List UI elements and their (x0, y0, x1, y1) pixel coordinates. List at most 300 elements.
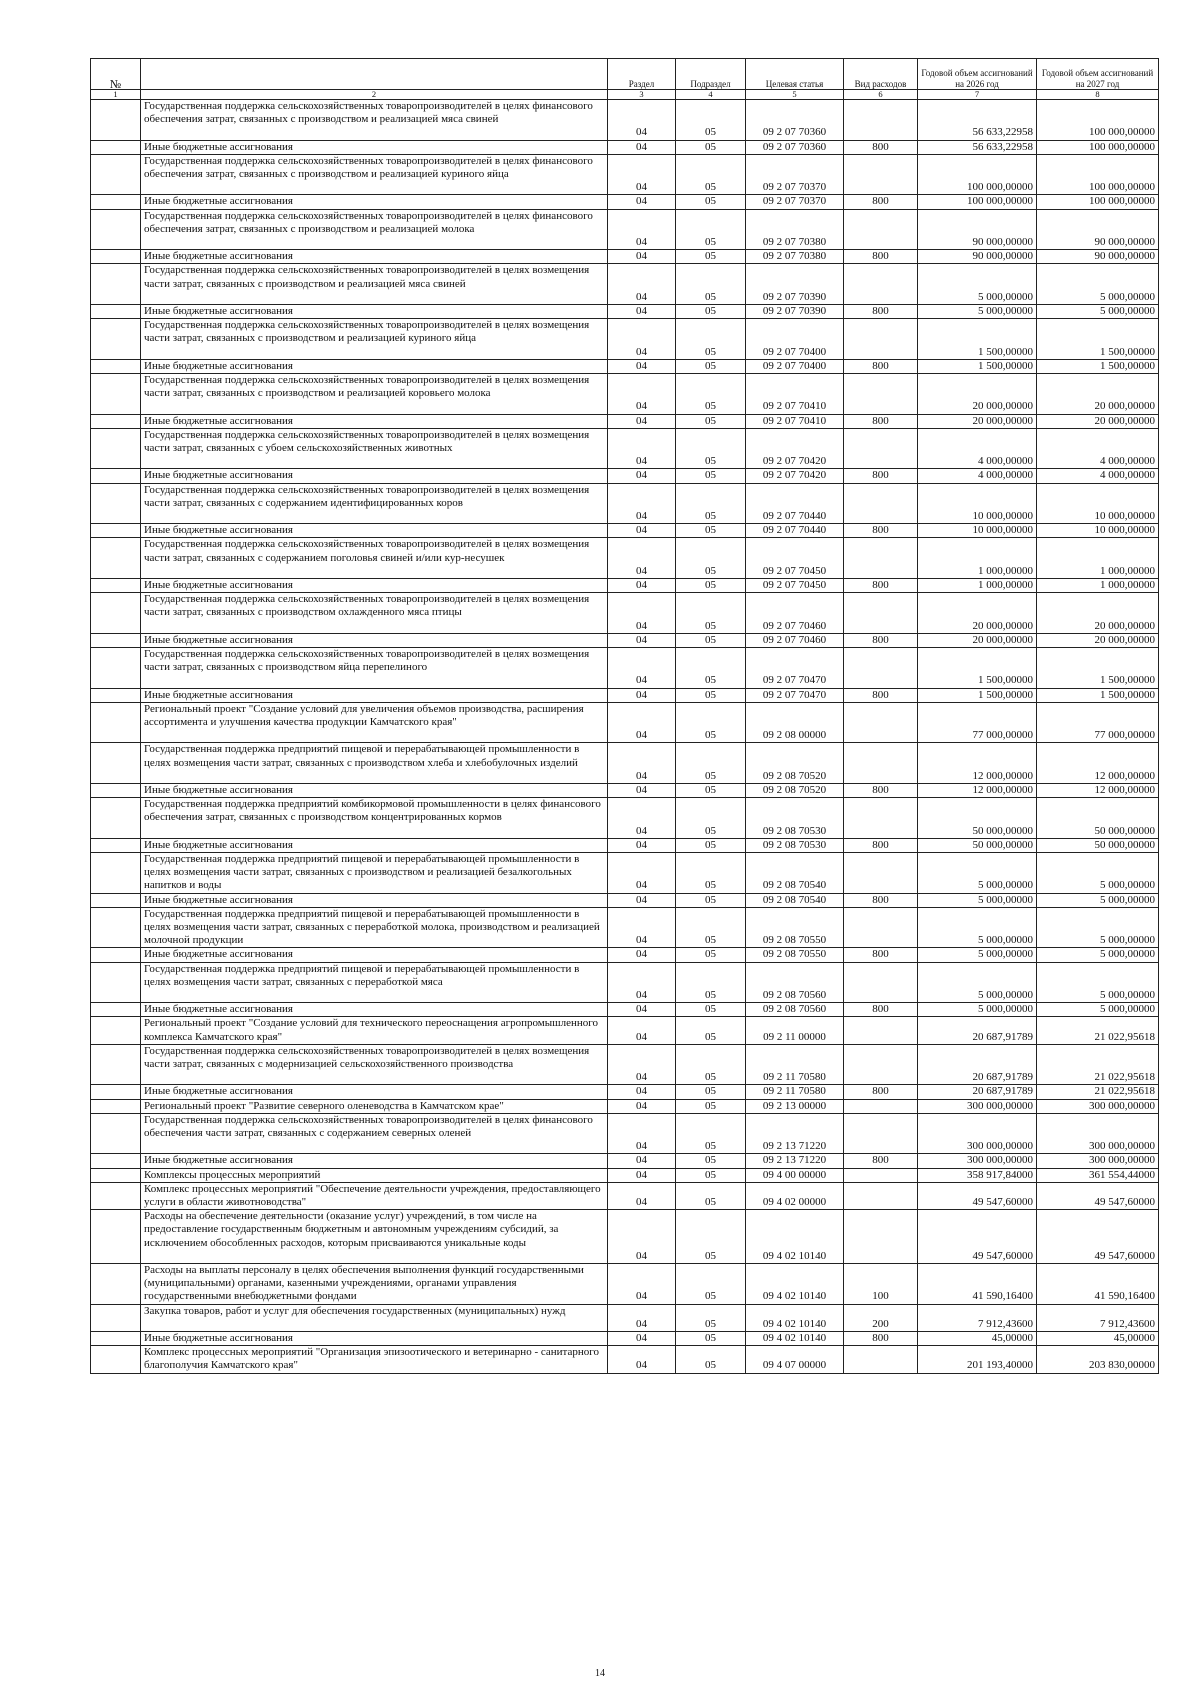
row-volume-2026: 56 633,22958 (918, 140, 1037, 154)
table-row (91, 633, 1159, 647)
table-row (91, 852, 1159, 893)
row-vid-rashodov (844, 154, 918, 195)
row-razdel: 04 (608, 852, 676, 893)
row-celevaya-statya: 09 2 11 70580 (746, 1044, 844, 1085)
row-volume-2027: 5 000,00000 (1037, 907, 1159, 948)
table-row (91, 1331, 1159, 1345)
row-volume-2027: 203 830,00000 (1037, 1346, 1159, 1373)
row-podrazdel: 05 (676, 154, 746, 195)
column-index: 1 (91, 90, 141, 100)
row-volume-2027: 4 000,00000 (1037, 469, 1159, 483)
budget-table (90, 58, 1159, 1374)
row-razdel: 04 (608, 469, 676, 483)
row-vid-rashodov (844, 1182, 918, 1209)
row-number (91, 647, 141, 688)
row-vid-rashodov (844, 1168, 918, 1182)
row-volume-2026: 50 000,00000 (918, 798, 1037, 839)
row-volume-2026: 77 000,00000 (918, 702, 1037, 743)
row-celevaya-statya: 09 2 08 70530 (746, 838, 844, 852)
table-row (91, 1346, 1159, 1373)
row-name: Комплекс процессных мероприятий "Обеспечение деятельности учреждения, предоставляющего услуги в области животноводства" (141, 1182, 608, 1209)
row-razdel: 04 (608, 1099, 676, 1113)
row-name: Государственная поддержка предприятий комбикормовой промышленности в целях финансового обеспечения затрат, связанных с производством концентрированных кормов (141, 798, 608, 839)
row-razdel: 04 (608, 798, 676, 839)
row-number (91, 1085, 141, 1099)
row-name: Иные бюджетные ассигнования (141, 1331, 608, 1345)
row-number (91, 538, 141, 579)
row-celevaya-statya: 09 2 08 00000 (746, 702, 844, 743)
row-podrazdel: 05 (676, 1017, 746, 1044)
row-name: Иные бюджетные ассигнования (141, 359, 608, 373)
row-celevaya-statya: 09 2 07 70460 (746, 633, 844, 647)
row-volume-2026: 49 547,60000 (918, 1210, 1037, 1264)
table-row (91, 783, 1159, 797)
row-podrazdel: 05 (676, 140, 746, 154)
table-row (91, 414, 1159, 428)
row-volume-2026: 5 000,00000 (918, 962, 1037, 1003)
row-razdel: 04 (608, 578, 676, 592)
row-name: Иные бюджетные ассигнования (141, 783, 608, 797)
row-celevaya-statya: 09 2 07 70460 (746, 593, 844, 634)
table-row (91, 100, 1159, 141)
row-vid-rashodov: 800 (844, 578, 918, 592)
row-podrazdel: 05 (676, 838, 746, 852)
row-volume-2026: 12 000,00000 (918, 783, 1037, 797)
row-razdel: 04 (608, 100, 676, 141)
row-celevaya-statya: 09 2 11 70580 (746, 1085, 844, 1099)
row-podrazdel: 05 (676, 1113, 746, 1154)
row-number (91, 1182, 141, 1209)
row-podrazdel: 05 (676, 1331, 746, 1345)
row-vid-rashodov: 800 (844, 250, 918, 264)
row-volume-2026: 100 000,00000 (918, 154, 1037, 195)
row-celevaya-statya: 09 2 07 70390 (746, 304, 844, 318)
table-row (91, 209, 1159, 250)
row-volume-2027: 1 500,00000 (1037, 688, 1159, 702)
row-celevaya-statya: 09 4 02 10140 (746, 1331, 844, 1345)
row-podrazdel: 05 (676, 578, 746, 592)
row-podrazdel: 05 (676, 1346, 746, 1373)
row-name: Государственная поддержка сельскохозяйственных товаропроизводителей в целях финансового обеспечения затрат, связанных с производством и реализацией молока (141, 209, 608, 250)
column-index: 7 (918, 90, 1037, 100)
table-row (91, 304, 1159, 318)
row-vid-rashodov: 200 (844, 1304, 918, 1331)
row-celevaya-statya: 09 2 07 70420 (746, 428, 844, 469)
header-row (91, 59, 1159, 90)
row-podrazdel: 05 (676, 1263, 746, 1304)
row-volume-2027: 100 000,00000 (1037, 154, 1159, 195)
row-vid-rashodov (844, 852, 918, 893)
row-name: Комплекс процессных мероприятий "Организация эпизоотического и ветеринарно - санитарного благополучия Камчатского края" (141, 1346, 608, 1373)
row-number (91, 524, 141, 538)
row-vid-rashodov (844, 428, 918, 469)
row-celevaya-statya: 09 2 07 70390 (746, 264, 844, 305)
table-row (91, 962, 1159, 1003)
row-razdel: 04 (608, 524, 676, 538)
row-name: Иные бюджетные ассигнования (141, 838, 608, 852)
row-name: Государственная поддержка сельскохозяйственных товаропроизводителей в целях возмещения части затрат, связанных с убоем сельскохозяйственных животных (141, 428, 608, 469)
row-celevaya-statya: 09 2 07 70360 (746, 100, 844, 141)
row-name: Государственная поддержка предприятий пищевой и перерабатывающей промышленности в целях возмещения части затрат, связанных с переработкой мяса (141, 962, 608, 1003)
row-podrazdel: 05 (676, 907, 746, 948)
column-index-row (91, 90, 1159, 100)
row-number (91, 688, 141, 702)
column-index: 4 (676, 90, 746, 100)
table-row (91, 1304, 1159, 1331)
header-celevaya-statya: Целевая статья (746, 59, 844, 90)
row-podrazdel: 05 (676, 702, 746, 743)
row-volume-2027: 10 000,00000 (1037, 483, 1159, 524)
row-volume-2027: 1 000,00000 (1037, 538, 1159, 579)
row-celevaya-statya: 09 2 07 70450 (746, 578, 844, 592)
row-volume-2027: 5 000,00000 (1037, 304, 1159, 318)
table-row (91, 1044, 1159, 1085)
row-vid-rashodov: 800 (844, 1154, 918, 1168)
row-volume-2026: 20 000,00000 (918, 373, 1037, 414)
row-name: Иные бюджетные ассигнования (141, 1003, 608, 1017)
row-vid-rashodov: 100 (844, 1263, 918, 1304)
row-volume-2027: 1 500,00000 (1037, 359, 1159, 373)
row-volume-2027: 300 000,00000 (1037, 1154, 1159, 1168)
table-row (91, 578, 1159, 592)
table-row (91, 838, 1159, 852)
row-name: Иные бюджетные ассигнования (141, 688, 608, 702)
row-vid-rashodov: 800 (844, 783, 918, 797)
row-vid-rashodov: 800 (844, 414, 918, 428)
row-volume-2027: 5 000,00000 (1037, 1003, 1159, 1017)
row-vid-rashodov (844, 907, 918, 948)
row-vid-rashodov (844, 319, 918, 360)
row-celevaya-statya: 09 2 07 70450 (746, 538, 844, 579)
row-name: Расходы на обеспечение деятельности (оказание услуг) учреждений, в том числе на предоставление государственным бюджетным и автономным учреждениям субсидий, за исключением обособленных расходов, которым присваиваются уникальные коды (141, 1210, 608, 1264)
row-name: Государственная поддержка сельскохозяйственных товаропроизводителей в целях возмещения части затрат, связанных с производством и реализацией мяса свиней (141, 264, 608, 305)
row-vid-rashodov: 800 (844, 195, 918, 209)
row-razdel: 04 (608, 1003, 676, 1017)
row-razdel: 04 (608, 264, 676, 305)
table-row (91, 154, 1159, 195)
row-name: Государственная поддержка сельскохозяйственных товаропроизводителей в целях финансового обеспечения части затрат, связанных с содержанием северных оленей (141, 1113, 608, 1154)
row-volume-2026: 5 000,00000 (918, 1003, 1037, 1017)
row-name: Иные бюджетные ассигнования (141, 633, 608, 647)
row-number (91, 1154, 141, 1168)
row-celevaya-statya: 09 2 08 70560 (746, 962, 844, 1003)
table-row (91, 195, 1159, 209)
table-row (91, 1003, 1159, 1017)
row-number (91, 852, 141, 893)
row-volume-2027: 90 000,00000 (1037, 209, 1159, 250)
row-razdel: 04 (608, 893, 676, 907)
row-number (91, 838, 141, 852)
table-row (91, 359, 1159, 373)
row-name: Иные бюджетные ассигнования (141, 469, 608, 483)
column-index: 3 (608, 90, 676, 100)
row-celevaya-statya: 09 2 08 70520 (746, 783, 844, 797)
row-celevaya-statya: 09 2 07 70400 (746, 359, 844, 373)
row-celevaya-statya: 09 2 08 70550 (746, 907, 844, 948)
row-name: Региональный проект "Развитие северного оленеводства в Камчатском крае" (141, 1099, 608, 1113)
row-volume-2026: 5 000,00000 (918, 852, 1037, 893)
row-number (91, 743, 141, 784)
row-razdel: 04 (608, 304, 676, 318)
row-vid-rashodov (844, 1346, 918, 1373)
row-volume-2027: 1 500,00000 (1037, 647, 1159, 688)
row-volume-2027: 1 500,00000 (1037, 319, 1159, 360)
row-celevaya-statya: 09 2 11 00000 (746, 1017, 844, 1044)
row-volume-2026: 1 000,00000 (918, 578, 1037, 592)
row-vid-rashodov (844, 538, 918, 579)
row-razdel: 04 (608, 428, 676, 469)
row-volume-2026: 5 000,00000 (918, 907, 1037, 948)
row-celevaya-statya: 09 2 08 70550 (746, 948, 844, 962)
row-number (91, 428, 141, 469)
row-volume-2026: 5 000,00000 (918, 264, 1037, 305)
row-podrazdel: 05 (676, 428, 746, 469)
table-row (91, 593, 1159, 634)
row-volume-2026: 5 000,00000 (918, 304, 1037, 318)
budget-sheet (90, 58, 1158, 1374)
table-row (91, 1085, 1159, 1099)
row-celevaya-statya: 09 4 02 10140 (746, 1304, 844, 1331)
header-razdel: Раздел (608, 59, 676, 90)
row-name: Иные бюджетные ассигнования (141, 414, 608, 428)
row-volume-2026: 4 000,00000 (918, 469, 1037, 483)
row-vid-rashodov (844, 1210, 918, 1264)
row-name: Иные бюджетные ассигнования (141, 195, 608, 209)
row-volume-2027: 20 000,00000 (1037, 593, 1159, 634)
row-razdel: 04 (608, 140, 676, 154)
row-volume-2026: 20 687,91789 (918, 1085, 1037, 1099)
row-volume-2027: 49 547,60000 (1037, 1182, 1159, 1209)
row-podrazdel: 05 (676, 195, 746, 209)
header-volume-2027: Годовой объем ассигнований на 2027 год (1037, 59, 1159, 90)
row-volume-2027: 100 000,00000 (1037, 195, 1159, 209)
row-name: Государственная поддержка предприятий пищевой и перерабатывающей промышленности в целях возмещения части затрат, связанных с производством хлеба и хлебобулочных изделий (141, 743, 608, 784)
row-podrazdel: 05 (676, 1168, 746, 1182)
row-volume-2026: 1 500,00000 (918, 688, 1037, 702)
row-number (91, 702, 141, 743)
row-volume-2026: 300 000,00000 (918, 1099, 1037, 1113)
row-celevaya-statya: 09 2 08 70540 (746, 893, 844, 907)
row-volume-2026: 4 000,00000 (918, 428, 1037, 469)
row-volume-2027: 20 000,00000 (1037, 373, 1159, 414)
row-number (91, 1044, 141, 1085)
table-row (91, 702, 1159, 743)
row-volume-2026: 10 000,00000 (918, 524, 1037, 538)
row-volume-2027: 100 000,00000 (1037, 140, 1159, 154)
row-razdel: 04 (608, 1182, 676, 1209)
row-volume-2026: 20 687,91789 (918, 1044, 1037, 1085)
row-celevaya-statya: 09 2 13 71220 (746, 1154, 844, 1168)
row-volume-2026: 20 687,91789 (918, 1017, 1037, 1044)
row-vid-rashodov: 800 (844, 948, 918, 962)
column-index: 8 (1037, 90, 1159, 100)
row-number (91, 469, 141, 483)
row-name: Иные бюджетные ассигнования (141, 1085, 608, 1099)
row-number (91, 1263, 141, 1304)
row-celevaya-statya: 09 4 02 10140 (746, 1263, 844, 1304)
row-name: Государственная поддержка сельскохозяйственных товаропроизводителей в целях возмещения части затрат, связанных с производством яйца перепелиного (141, 647, 608, 688)
row-razdel: 04 (608, 1210, 676, 1264)
row-podrazdel: 05 (676, 100, 746, 141)
row-razdel: 04 (608, 250, 676, 264)
row-razdel: 04 (608, 1044, 676, 1085)
row-podrazdel: 05 (676, 743, 746, 784)
row-razdel: 04 (608, 1113, 676, 1154)
row-number (91, 250, 141, 264)
row-vid-rashodov: 800 (844, 1331, 918, 1345)
row-razdel: 04 (608, 195, 676, 209)
row-podrazdel: 05 (676, 1044, 746, 1085)
row-vid-rashodov (844, 209, 918, 250)
row-volume-2026: 50 000,00000 (918, 838, 1037, 852)
header-num: № (91, 59, 141, 90)
row-name: Иные бюджетные ассигнования (141, 948, 608, 962)
row-number (91, 1304, 141, 1331)
row-volume-2026: 300 000,00000 (918, 1154, 1037, 1168)
row-number (91, 1003, 141, 1017)
table-row (91, 688, 1159, 702)
table-row (91, 1168, 1159, 1182)
row-vid-rashodov: 800 (844, 688, 918, 702)
row-razdel: 04 (608, 1017, 676, 1044)
row-podrazdel: 05 (676, 647, 746, 688)
row-razdel: 04 (608, 209, 676, 250)
row-number (91, 578, 141, 592)
row-volume-2026: 20 000,00000 (918, 593, 1037, 634)
row-volume-2026: 49 547,60000 (918, 1182, 1037, 1209)
row-vid-rashodov: 800 (844, 140, 918, 154)
table-row (91, 798, 1159, 839)
row-razdel: 04 (608, 688, 676, 702)
page-number: 14 (595, 1668, 605, 1679)
row-volume-2027: 12 000,00000 (1037, 783, 1159, 797)
table-row (91, 1263, 1159, 1304)
row-volume-2026: 201 193,40000 (918, 1346, 1037, 1373)
row-volume-2026: 1 500,00000 (918, 647, 1037, 688)
row-number (91, 319, 141, 360)
row-celevaya-statya: 09 2 07 70370 (746, 154, 844, 195)
row-name: Иные бюджетные ассигнования (141, 304, 608, 318)
row-podrazdel: 05 (676, 538, 746, 579)
row-number (91, 1210, 141, 1264)
row-name: Государственная поддержка сельскохозяйственных товаропроизводителей в целях финансового обеспечения затрат, связанных с производством и реализацией куриного яйца (141, 154, 608, 195)
row-podrazdel: 05 (676, 414, 746, 428)
row-volume-2026: 1 000,00000 (918, 538, 1037, 579)
table-row (91, 893, 1159, 907)
table-row (91, 1099, 1159, 1113)
row-number (91, 359, 141, 373)
row-podrazdel: 05 (676, 483, 746, 524)
row-celevaya-statya: 09 2 07 70360 (746, 140, 844, 154)
header-podrazdel: Подраздел (676, 59, 746, 90)
row-volume-2027: 50 000,00000 (1037, 798, 1159, 839)
row-razdel: 04 (608, 838, 676, 852)
row-number (91, 593, 141, 634)
row-name: Государственная поддержка сельскохозяйственных товаропроизводителей в целях возмещения части затрат, связанных с производством и реализацией коровьего молока (141, 373, 608, 414)
row-name: Расходы на выплаты персоналу в целях обеспечения выполнения функций государственными (муниципальными) органами, казенными учреждениями, органами управления государственными внебюджетными фондами (141, 1263, 608, 1304)
row-razdel: 04 (608, 783, 676, 797)
row-vid-rashodov (844, 743, 918, 784)
row-celevaya-statya: 09 2 08 70530 (746, 798, 844, 839)
row-volume-2027: 77 000,00000 (1037, 702, 1159, 743)
row-podrazdel: 05 (676, 1210, 746, 1264)
row-vid-rashodov: 800 (844, 633, 918, 647)
row-name: Государственная поддержка сельскохозяйственных товаропроизводителей в целях возмещения части затрат, связанных с содержанием идентифицированных коров (141, 483, 608, 524)
row-volume-2027: 21 022,95618 (1037, 1085, 1159, 1099)
row-volume-2026: 7 912,43600 (918, 1304, 1037, 1331)
table-row (91, 1182, 1159, 1209)
table-row (91, 428, 1159, 469)
row-podrazdel: 05 (676, 948, 746, 962)
row-podrazdel: 05 (676, 688, 746, 702)
table-row (91, 524, 1159, 538)
row-podrazdel: 05 (676, 1085, 746, 1099)
row-razdel: 04 (608, 743, 676, 784)
row-podrazdel: 05 (676, 264, 746, 305)
table-row (91, 140, 1159, 154)
row-razdel: 04 (608, 633, 676, 647)
row-celevaya-statya: 09 2 07 70470 (746, 688, 844, 702)
row-volume-2027: 300 000,00000 (1037, 1113, 1159, 1154)
table-row (91, 1113, 1159, 1154)
row-name: Государственная поддержка сельскохозяйственных товаропроизводителей в целях возмещения части затрат, связанных с производством и реализацией куриного яйца (141, 319, 608, 360)
row-celevaya-statya: 09 2 08 70540 (746, 852, 844, 893)
row-podrazdel: 05 (676, 1003, 746, 1017)
row-podrazdel: 05 (676, 1099, 746, 1113)
row-razdel: 04 (608, 907, 676, 948)
row-podrazdel: 05 (676, 798, 746, 839)
row-name: Иные бюджетные ассигнования (141, 140, 608, 154)
row-number (91, 1113, 141, 1154)
row-podrazdel: 05 (676, 1182, 746, 1209)
row-vid-rashodov (844, 100, 918, 141)
row-name: Закупка товаров, работ и услуг для обеспечения государственных (муниципальных) нужд (141, 1304, 608, 1331)
row-name: Иные бюджетные ассигнования (141, 1154, 608, 1168)
row-podrazdel: 05 (676, 319, 746, 360)
row-vid-rashodov (844, 1044, 918, 1085)
row-vid-rashodov: 800 (844, 469, 918, 483)
row-number (91, 633, 141, 647)
row-vid-rashodov (844, 798, 918, 839)
table-row (91, 948, 1159, 962)
row-number (91, 962, 141, 1003)
row-volume-2027: 49 547,60000 (1037, 1210, 1159, 1264)
row-volume-2027: 7 912,43600 (1037, 1304, 1159, 1331)
row-razdel: 04 (608, 1168, 676, 1182)
row-number (91, 1346, 141, 1373)
row-vid-rashodov (844, 647, 918, 688)
row-name: Иные бюджетные ассигнования (141, 250, 608, 264)
table-row (91, 1210, 1159, 1264)
row-razdel: 04 (608, 373, 676, 414)
row-number (91, 893, 141, 907)
row-volume-2027: 20 000,00000 (1037, 633, 1159, 647)
row-celevaya-statya: 09 2 08 70560 (746, 1003, 844, 1017)
row-number (91, 140, 141, 154)
row-celevaya-statya: 09 2 07 70380 (746, 250, 844, 264)
row-razdel: 04 (608, 1085, 676, 1099)
row-volume-2027: 21 022,95618 (1037, 1044, 1159, 1085)
header-vid-rashodov: Вид расходов (844, 59, 918, 90)
row-celevaya-statya: 09 2 07 70410 (746, 414, 844, 428)
row-volume-2026: 45,00000 (918, 1331, 1037, 1345)
row-name: Иные бюджетные ассигнования (141, 524, 608, 538)
row-podrazdel: 05 (676, 359, 746, 373)
row-volume-2027: 300 000,00000 (1037, 1099, 1159, 1113)
row-vid-rashodov: 800 (844, 838, 918, 852)
row-volume-2026: 100 000,00000 (918, 195, 1037, 209)
row-podrazdel: 05 (676, 893, 746, 907)
